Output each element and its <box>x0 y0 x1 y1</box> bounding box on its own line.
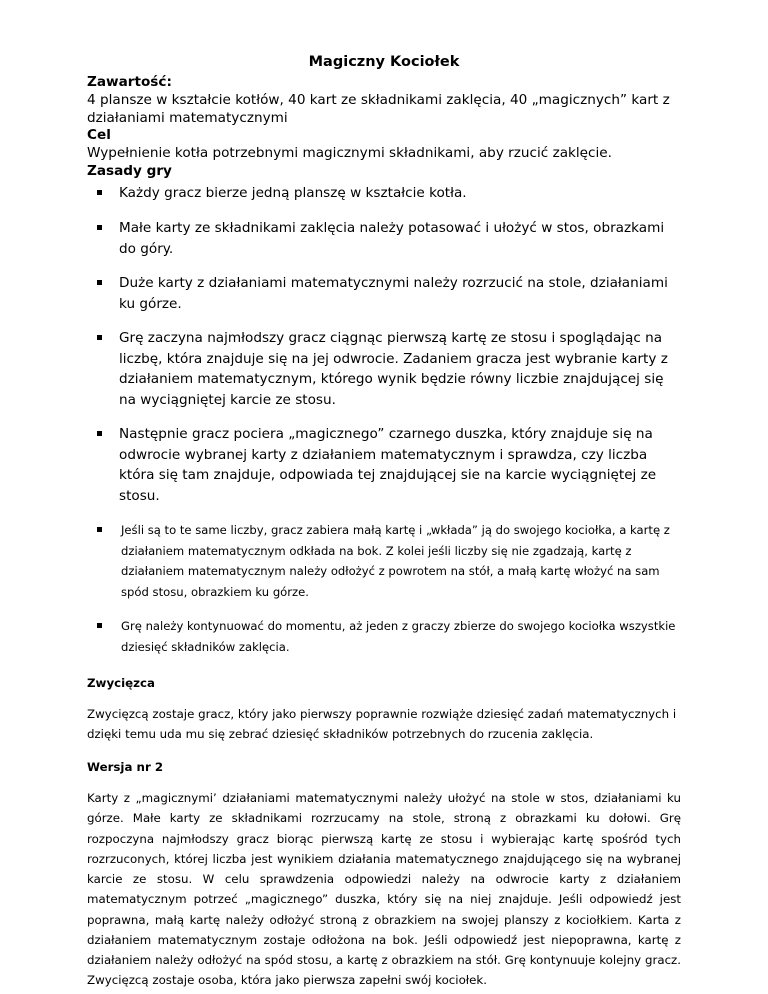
rule-item <box>87 273 681 314</box>
goal-text: Wypełnienie kotła potrzebnymi magicznymi składnikami, aby rzucić zaklęcie. <box>87 145 612 162</box>
rule-item <box>87 218 681 259</box>
square-bullet-icon <box>97 335 102 340</box>
square-bullet-icon <box>97 527 102 532</box>
goal-heading: Cel <box>87 127 111 144</box>
rules-heading: Zasady gry <box>87 162 172 179</box>
rule-item <box>87 328 681 410</box>
contents-text: 4 plansze w kształcie kotłów, 40 kart ze składnikami zaklęcia, 40 „magicznych” kart z działaniami matematycznymi <box>87 91 670 126</box>
rule-item <box>87 424 681 506</box>
rule-text: Jeśli są to te same liczby, gracz zabiera małą kartę i „wkłada” ją do swojego kociołka, a kartę z działaniem matematycznym odkłada na bok. Z kolei jeśli liczby się nie zgadzają, kartę z działaniem matematycznym należy odłożyć z powrotem na stół, a małą kartę włożyć na sam spód stosu, obrazkiem ku górze. <box>121 523 670 599</box>
winner-text: Zwycięzcą zostaje gracz, który jako pierwszy poprawnie rozwiąże dziesięć zadań matematycznych i dzięki temu uda mu się zebrać dziesięć składników potrzebnych do rzucenia zaklęcia. <box>87 707 677 742</box>
version2-text: Karty z „magicznymi’ działaniami matematycznymi należy ułożyć na stole w stos, działaniami ku górze. Małe karty ze składnikami rozrzucamy na stole, stroną z obrazkami ku dołowi. Grę rozpoczyna najmłodszy gracz biorąc pierwszą kartę ze stosu i wybierając kartę spośród tych rozrzuconych, której liczba jest wynikiem działania matematycznego znajdującego się na wybranej karcie ze stosu. W celu sprawdzenia odpowiedzi należy na odwrocie karty z działaniem matematycznym potrzeć „magicznego” duszka, który się na niej znajduje. Jeśli odpowiedź jest poprawna, małą kartę należy odłożyć stroną z obrazkiem na swojej planszy z kociołkiem. Karta z działaniem matematycznym zostaje odłożona na bok. Jeśli odpowiedź jest niepoprawna, kartę z działaniem należy odłożyć na spód stosu, a kartę z obrazkiem na stół. Grę kontynuuje kolejny gracz. Zwycięzcą zostaje osoba, która jako pierwsza zapełni swój kociołek. <box>87 791 681 988</box>
rules-list <box>87 183 681 658</box>
square-bullet-icon <box>97 225 102 230</box>
square-bullet-icon <box>97 280 102 285</box>
winner-heading: Zwycięzca <box>87 676 155 691</box>
rule-text: Następnie gracz pociera „magicznego” czarnego duszka, który znajduje się na odwrocie wybranej karty z działaniem matematycznym i sprawdza, czy liczba która się tam znajduje, odpowiada tej znajdującej sie na karcie wyciągniętej ze stosu. <box>119 426 657 504</box>
document-page <box>87 52 681 990</box>
rule-item <box>87 183 681 204</box>
rule-text: Każdy gracz bierze jedną planszę w kształcie kotła. <box>119 184 467 201</box>
rule-item <box>87 616 681 657</box>
square-bullet-icon <box>97 431 102 436</box>
rule-text: Duże karty z działaniami matematycznymi należy rozrzucić na stole, działaniami ku górze. <box>119 275 668 312</box>
rule-item <box>87 520 681 602</box>
winner-section <box>87 674 681 744</box>
square-bullet-icon <box>97 190 102 195</box>
rule-text: Małe karty ze składnikami zaklęcia należy potasować i ułożyć w stos, obrazkami do góry. <box>119 220 665 257</box>
page-title: Magiczny Kociołek <box>308 54 460 70</box>
rule-text: Grę należy kontynuować do momentu, aż jeden z graczy zbierze do swojego kociołka wszystkie dziesięć składników zaklęcia. <box>121 619 676 654</box>
version2-section <box>87 758 681 990</box>
intro-section <box>87 74 681 181</box>
contents-heading: Zawartość: <box>87 74 172 90</box>
rule-text: Grę zaczyna najmłodszy gracz ciągnąc pierwszą kartę ze stosu i spoglądając na liczbę, która znajduje się na jej odwrocie. Zadaniem gracza jest wybranie karty z działaniem matematycznym, którego wynik będzie równy liczbie znajdującej się na wyciągniętej karcie ze stosu. <box>119 330 668 408</box>
square-bullet-icon <box>97 623 102 628</box>
version2-heading: Wersja nr 2 <box>87 760 164 775</box>
